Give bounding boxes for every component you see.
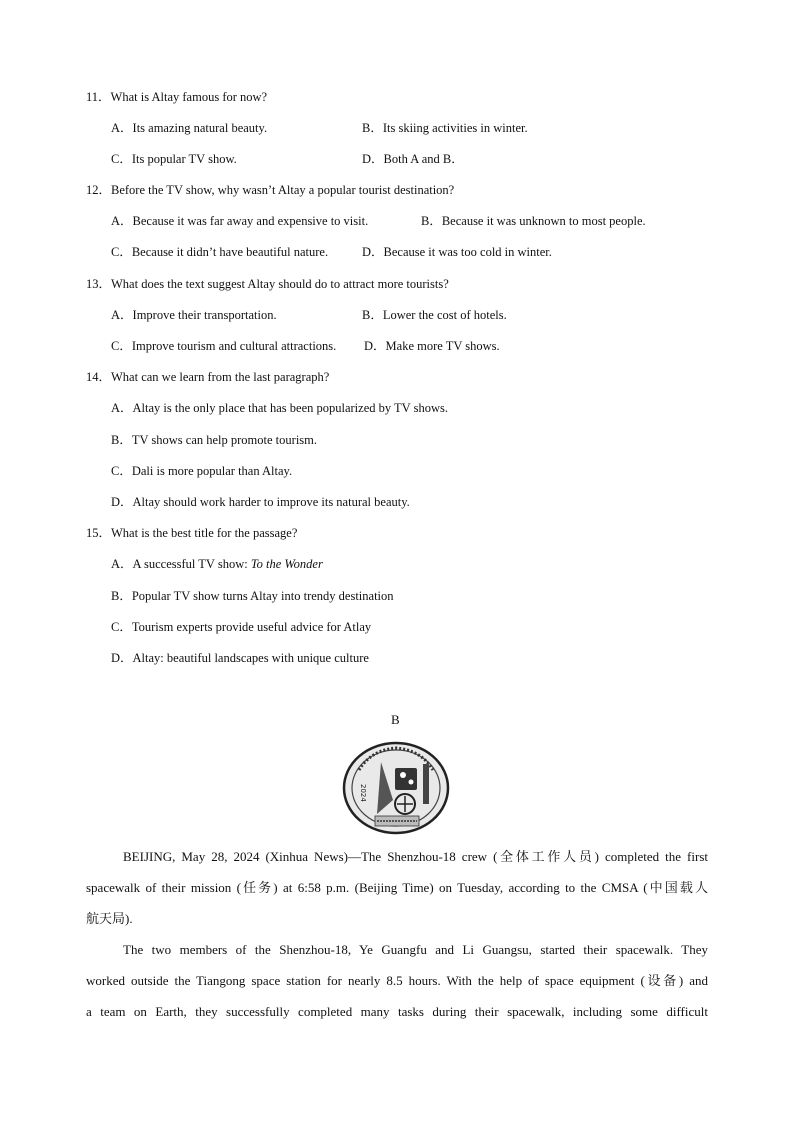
question-12-stem: 12．Before the TV show, why wasn’t Altay a popular tourist destination? [86, 183, 455, 197]
passage-paragraph-1 [86, 841, 708, 934]
question-14-option-d: D．Altay should work harder to improve its natural beauty. [111, 495, 410, 509]
show-title-italic: To the Wonder [250, 557, 323, 571]
question-12-option-d: D．Because it was too cold in winter. [362, 245, 552, 259]
stamp-year: 2024 [359, 784, 367, 802]
question-11-option-c: C．Its popular TV show. [111, 152, 237, 166]
question-12-option-a: A．Because it was far away and expensive to visit. [111, 214, 369, 228]
question-11-option-d: D．Both A and B． [362, 152, 464, 166]
question-15-option-b: B．Popular TV show turns Altay into trendy destination [111, 589, 394, 603]
question-13-option-b: B．Lower the cost of hotels. [362, 308, 507, 322]
question-13-option-a: A．Improve their transportation. [111, 308, 277, 322]
passage-p1-line-1: BEIJING, May 28, 2024 (Xinhua News)—The Shenzhou-18 crew (全体工作人员) completed the first [123, 849, 708, 864]
commemorative-stamp-image [341, 740, 451, 836]
passage-p2-line-2: worked outside the Tiangong space station for nearly 8.5 hours. With the help of space equipment (设备) and [86, 973, 708, 988]
question-14-stem: 14．What can we learn from the last paragraph? [86, 370, 330, 384]
question-11-stem: 11．What is Altay famous for now? [86, 90, 268, 104]
question-14-option-c: C．Dali is more popular than Altay. [111, 464, 293, 478]
question-13-stem: 13．What does the text suggest Altay should do to attract more tourists? [86, 277, 449, 291]
question-15-option-a [111, 556, 323, 572]
passage-p2-line-3: a team on Earth, they successfully completed many tasks during their spacewalk, including some difficult [86, 1004, 708, 1019]
question-15-option-c: C．Tourism experts provide useful advice for Atlay [111, 620, 372, 634]
question-12-option-c: C．Because it didn’t have beautiful nature. [111, 245, 329, 259]
question-12-option-b: B．Because it was unknown to most people. [421, 214, 646, 228]
question-13-option-d: D．Make more TV shows. [364, 339, 500, 353]
passage-p1-line-2: spacewalk of their mission (任务) at 6:58 p.m. (Beijing Time) on Tuesday, according to the CMSA (中国载人 [86, 880, 708, 895]
question-14-option-a: A．Altay is the only place that has been popularized by TV shows. [111, 401, 448, 415]
question-15-stem: 15．What is the best title for the passage? [86, 526, 298, 540]
question-11-option-b: B．Its skiing activities in winter. [362, 121, 528, 135]
question-15-option-a-text: A．A successful TV show: [111, 557, 251, 571]
section-letter: B [391, 712, 400, 727]
passage-paragraph-2 [86, 934, 708, 1027]
question-15-option-d: D．Altay: beautiful landscapes with unique culture [111, 651, 369, 665]
question-14-option-b: B．TV shows can help promote tourism. [111, 433, 317, 447]
passage-p1-line-3: 航天局). [86, 911, 133, 926]
passage-p2-line-1: The two members of the Shenzhou-18, Ye Guangfu and Li Guangsu, started their spacewalk. They [123, 942, 708, 957]
question-13-option-c: C．Improve tourism and cultural attractions. [111, 339, 337, 353]
question-11-option-a: A．Its amazing natural beauty. [111, 121, 268, 135]
